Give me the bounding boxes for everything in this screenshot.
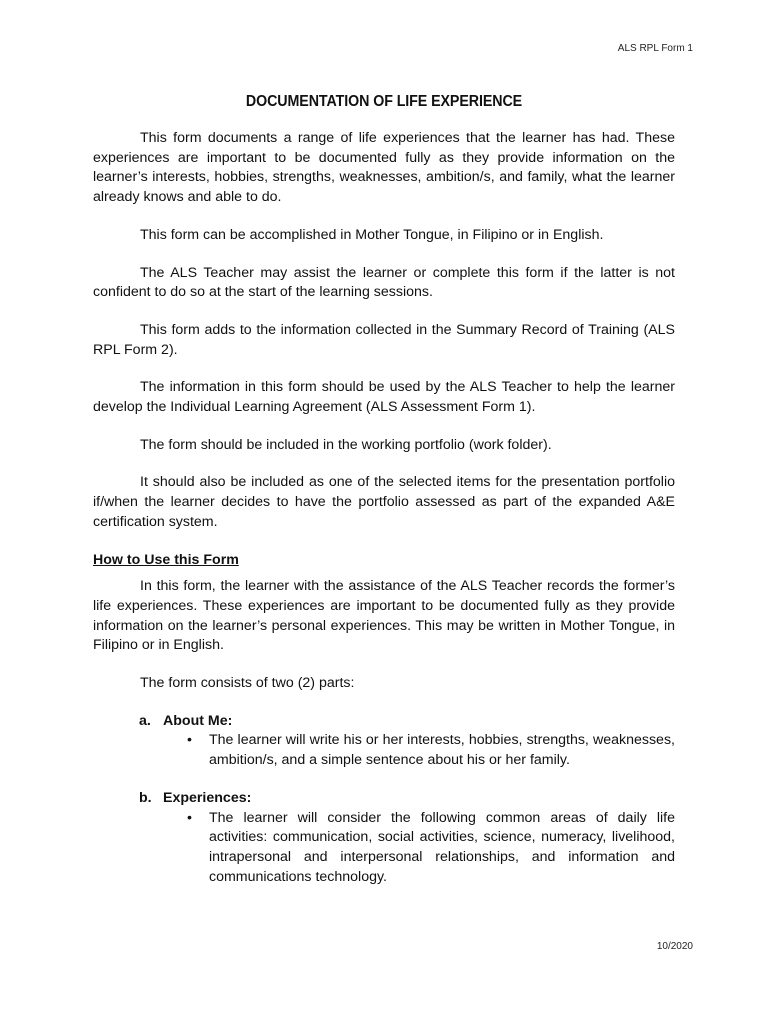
part-heading (139, 789, 675, 809)
how-to-use-heading: How to Use this Form (93, 551, 239, 568)
bullet-text: The learner will write his or her interests, hobbies, strengths, weaknesses, ambition/s, and a simple sentence about his or her family. (209, 732, 675, 769)
part-title: About Me: (163, 712, 233, 729)
part-about-me (139, 712, 675, 771)
bullet-item (187, 731, 675, 770)
part-title: Experiences: (163, 789, 252, 806)
bullet-icon: • (187, 732, 192, 749)
intro-paragraph: This form adds to the information collected in the Summary Record of Training (ALS RPL Form 2). (93, 321, 675, 358)
document-title: DOCUMENTATION OF LIFE EXPERIENCE (245, 93, 523, 110)
document-body (93, 129, 675, 905)
bullet-text: The learner will consider the following common areas of daily life activities: communication, social activities, science, numeracy, livelihood, intrapersonal and interpersonal relationships, and information and communications technology. (209, 809, 675, 885)
revision-date-label: 10/2020 (656, 941, 693, 952)
part-heading (139, 712, 675, 732)
bullet-item (187, 809, 675, 888)
how-to-paragraph: In this form, the learner with the assistance of the ALS Teacher records the former’s life experiences. These experiences are important to be documented fully as they provide information on the learner’s personal experiences. This may be written in Mother Tongue, in Filipino or in English. (93, 578, 675, 654)
part-experiences (139, 789, 675, 888)
part-letter: a. (139, 712, 151, 729)
form-number-label: ALS RPL Form 1 (617, 43, 693, 54)
intro-paragraph: This form can be accomplished in Mother Tongue, in Filipino or in English. (140, 226, 604, 243)
part-letter: b. (139, 789, 152, 806)
parts-intro: The form consists of two (2) parts: (140, 675, 355, 692)
intro-paragraph: The form should be included in the working portfolio (work folder). (140, 436, 552, 453)
intro-paragraph: The ALS Teacher may assist the learner or complete this form if the latter is not confident to do so at the start of the learning sessions. (93, 264, 675, 301)
bullet-icon: • (187, 809, 192, 826)
intro-paragraph: It should also be included as one of the selected items for the presentation portfolio if/when the learner decides to have the portfolio assessed as part of the expanded A&E certification system. (93, 474, 675, 530)
intro-paragraph: The information in this form should be used by the ALS Teacher to help the learner develop the Individual Learning Agreement (ALS Assessment Form 1). (93, 379, 675, 416)
intro-paragraph: This form documents a range of life experiences that the learner has had. These experiences are important to be documented fully as they provide information on the learner’s interests, hobbies, strengths, weaknesses, ambition/s, and family, what the learner already knows and able to do. (93, 130, 675, 206)
